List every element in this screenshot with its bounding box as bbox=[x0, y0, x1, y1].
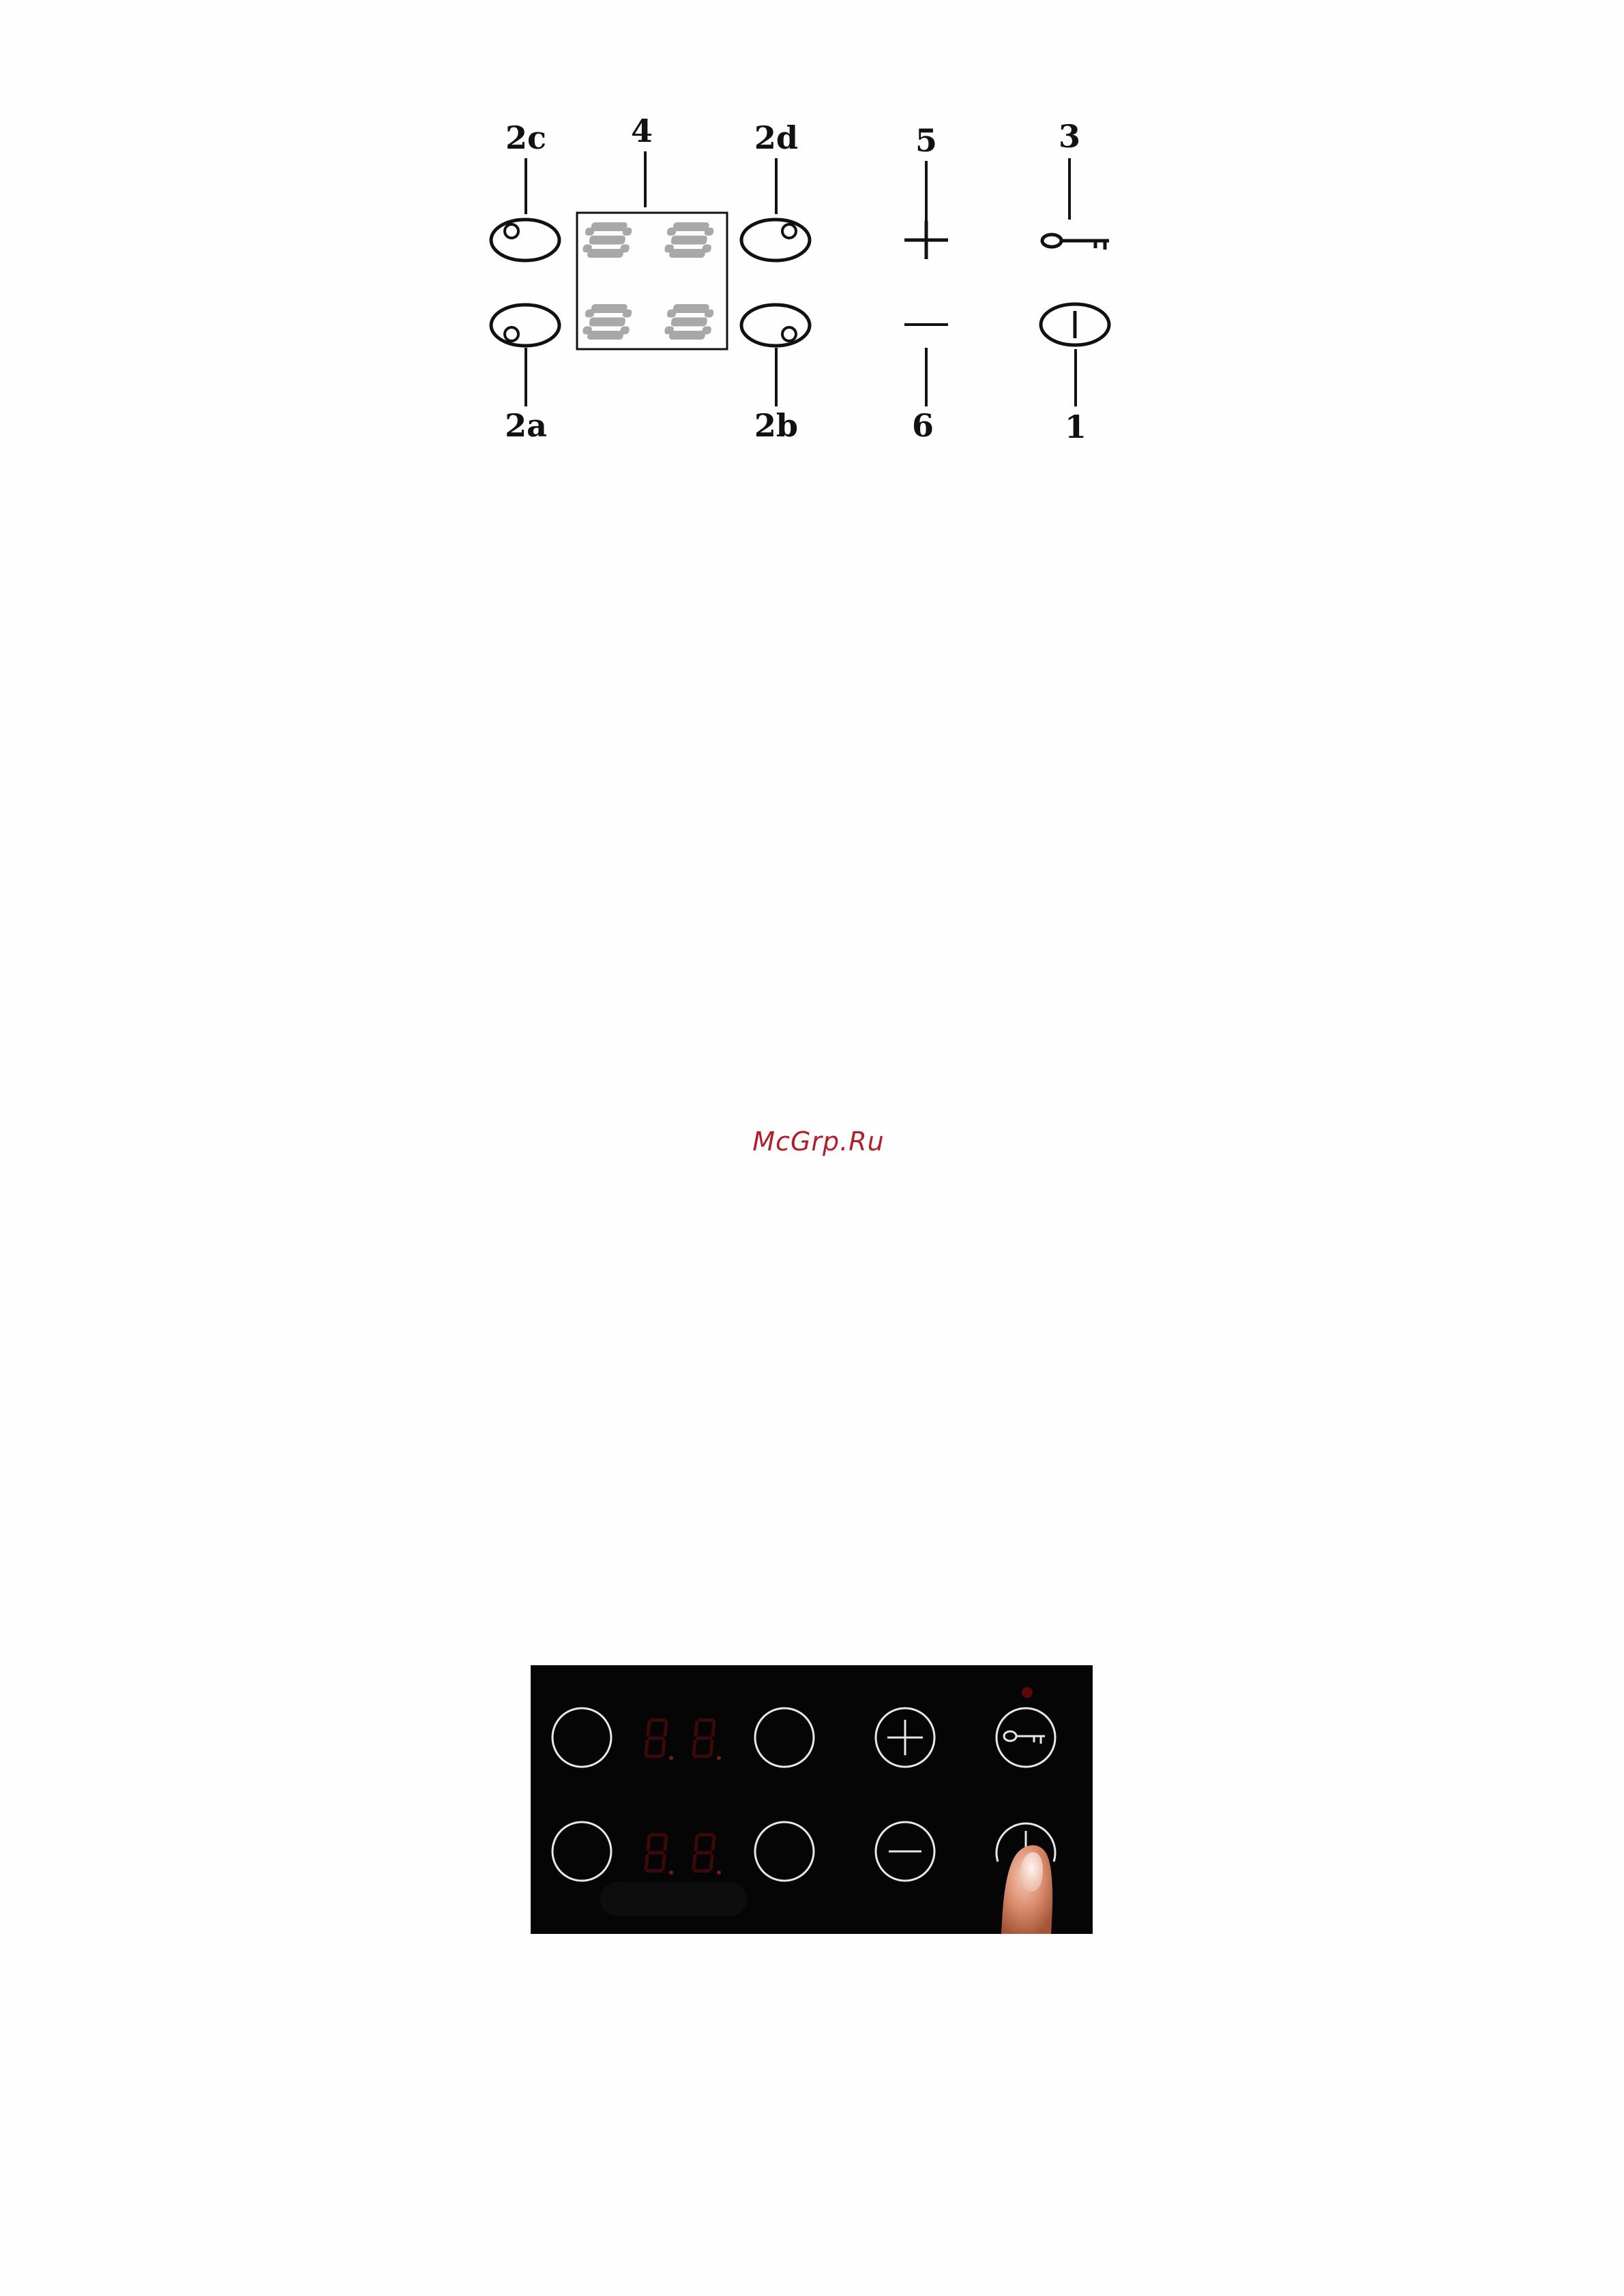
callout-2c: 2c bbox=[505, 119, 547, 156]
callout-2b: 2b bbox=[754, 407, 799, 444]
lock-indicator-led bbox=[1022, 1687, 1033, 1698]
callout-6: 6 bbox=[911, 407, 934, 444]
callout-3: 3 bbox=[1058, 118, 1081, 155]
decimal-point bbox=[669, 1756, 673, 1760]
watermark: McGrp.Ru bbox=[752, 1127, 885, 1157]
panel-reflection bbox=[600, 1882, 747, 1916]
callout-2d: 2d bbox=[754, 119, 799, 156]
callout-1: 1 bbox=[1064, 408, 1087, 445]
callout-2a: 2a bbox=[505, 407, 547, 444]
decimal-point bbox=[717, 1756, 721, 1760]
callout-4: 4 bbox=[630, 113, 653, 149]
callout-5: 5 bbox=[915, 122, 938, 159]
decimal-point bbox=[669, 1870, 673, 1875]
decimal-point bbox=[717, 1870, 721, 1875]
